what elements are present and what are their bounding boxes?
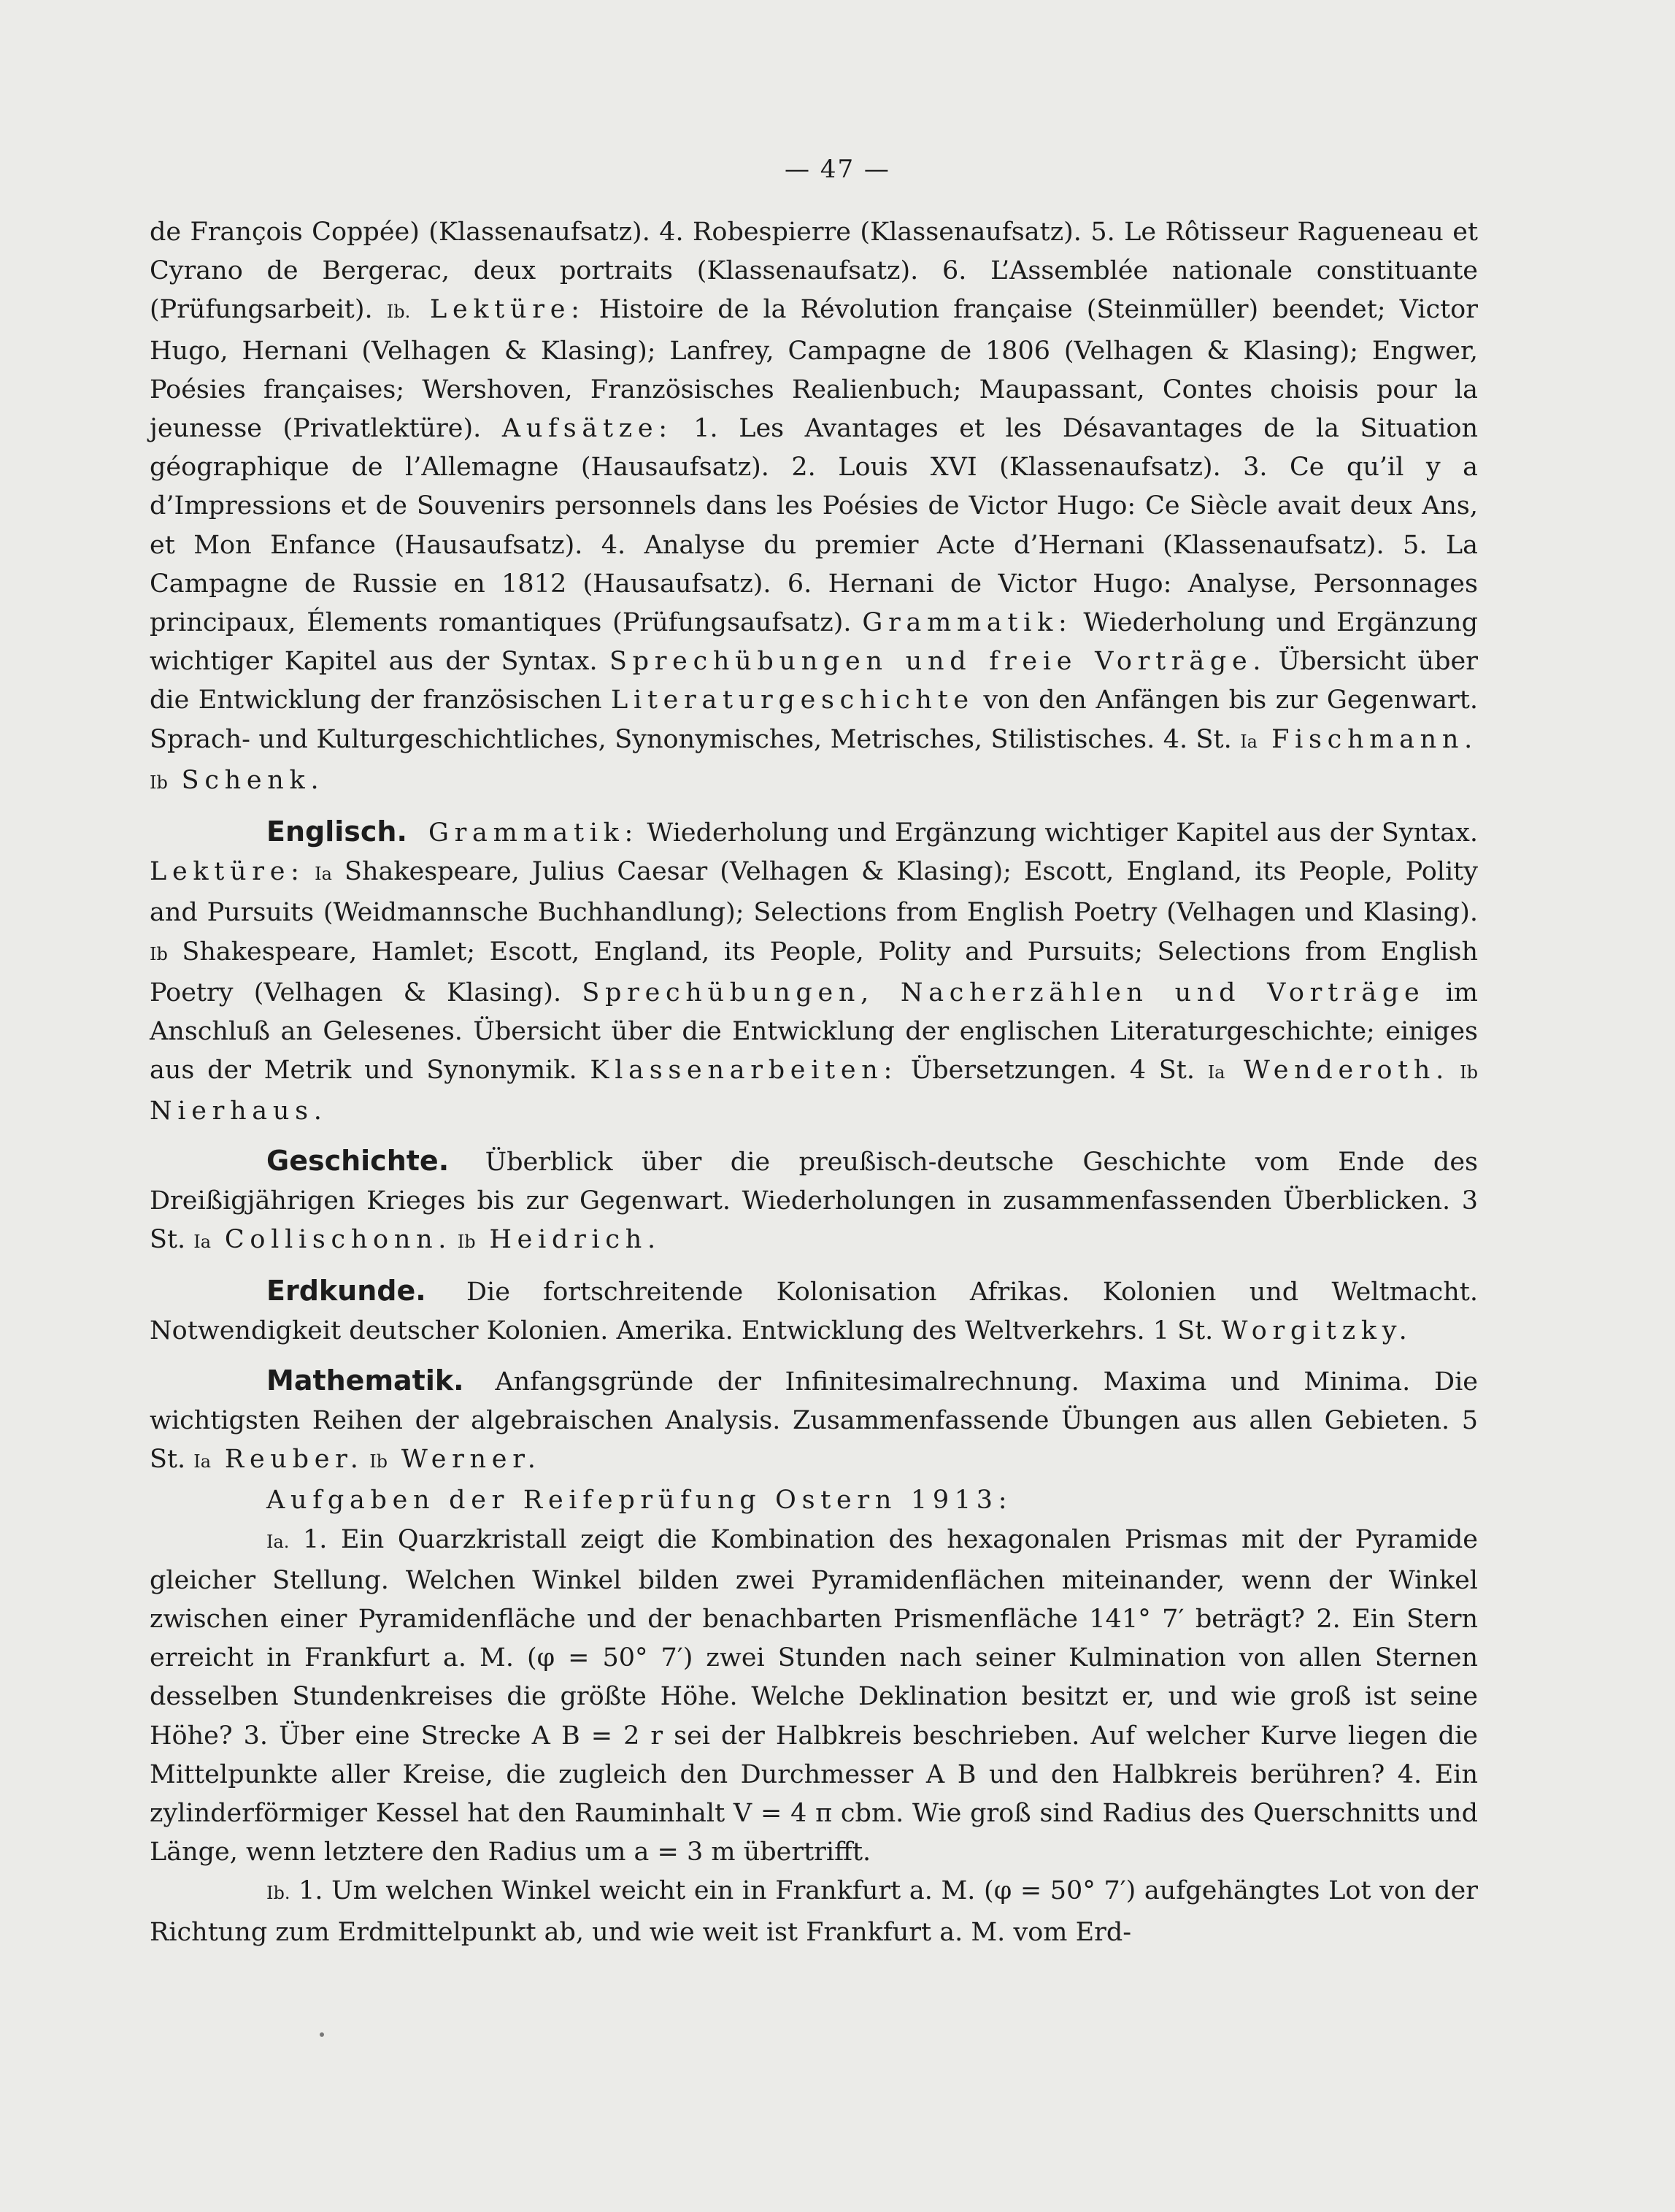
label-lektuere: Lektüre: xyxy=(410,295,585,325)
page-body xyxy=(150,213,1478,1952)
exam-ib-tasks xyxy=(150,1872,1478,1951)
french-text-6: von den Anfängen bis zur Gegenwart. Sprach- und Kulturgeschichtliches, Synonymisches, Metrisches, Stilistisches. 4. St. xyxy=(150,686,1478,754)
label-literaturgeschichte: Literaturgeschichte xyxy=(611,686,974,715)
math-section xyxy=(150,1362,1478,1482)
exam-ia-tasks xyxy=(150,1521,1478,1873)
section-heading-geschichte: Geschichte. xyxy=(266,1144,450,1177)
history-section xyxy=(150,1142,1478,1262)
french-section xyxy=(150,213,1478,802)
math-text: Anfangsgründe der Infinitesimalrechnung. Maxima und Minima. Die wichtigsten Reihen der algebraischen Analysis. Zusammenfassende Übungen aus allen Gebieten. 5 St. xyxy=(150,1367,1478,1475)
teacher-name: Reuber. xyxy=(211,1445,364,1475)
class-marker: Ia xyxy=(304,864,332,885)
teacher-name: Worgitzky. xyxy=(1221,1316,1413,1346)
teacher-name: Wenderoth. xyxy=(1225,1056,1449,1086)
label-aufsaetze: Aufsätze: xyxy=(501,414,673,444)
label-klassenarbeiten: Klassenarbeiten: xyxy=(590,1056,898,1086)
class-marker: Ia xyxy=(1207,1062,1225,1083)
class-marker: Ib xyxy=(363,1451,388,1472)
teacher-name: Schenk. xyxy=(167,765,325,795)
exam-ib-text: 1. Um welchen Winkel weicht ein in Frankfurt a. M. (φ = 50° 7′) aufgehängtes Lot von der Richtung zum Erdmittelpunkt ab, und wie weit ist Frankfurt a. M. vom Erd- xyxy=(150,1876,1478,1947)
geography-section xyxy=(150,1272,1478,1351)
section-heading-englisch: Englisch. xyxy=(266,815,407,848)
class-marker: Ib xyxy=(150,772,168,793)
exam-title-line xyxy=(150,1481,1478,1520)
class-marker: Ia xyxy=(193,1232,212,1253)
english-section xyxy=(150,813,1478,1132)
class-marker: Ia. xyxy=(266,1531,290,1552)
class-marker: Ia xyxy=(1240,731,1258,752)
geography-text: Die fortschreitende Kolonisation Afrikas. Kolonien und Weltmacht. Notwendigkeit deutscher Kolonien. Amerika. Entwicklung des Weltverkehrs. 1 St. xyxy=(150,1278,1478,1346)
english-text-1: Wiederholung und Ergänzung wichtiger Kapitel aus der Syntax. xyxy=(639,818,1478,848)
class-marker: Ib. xyxy=(266,1883,290,1904)
class-marker: Ib xyxy=(1449,1062,1478,1083)
history-text: Überblick über die preußisch-deutsche Geschichte vom Ende des Dreißigjährigen Krieges bis zur Gegenwart. Wiederholungen in zusammenfassenden Überblicken. 3 St. xyxy=(150,1147,1478,1255)
label-sprechuebungen: Sprechübungen und freie Vorträge. xyxy=(609,647,1267,677)
french-text-4: Wiederholung und Ergänzung wichtiger Kapitel aus der Syntax. xyxy=(150,608,1479,677)
exam-ia-text: 1. Ein Quarzkristall zeigt die Kombination des hexagonalen Prismas mit der Pyramide gleicher Stellung. Welchen Winkel bilden zwei Pyramidenflächen miteinander, wenn der Winkel zwischen einer Pyramidenfläche und der benachbarten Prismenfläche 141° 7′ beträgt? 2. Ein Stern erreicht in Frankfurt a. M. (φ = 50° 7′) zwei Stunden nach seiner Kulmination von allen Sternen desselben Stundenkreises die größte Höhe. Welche Deklination besitzt er, und wie groß ist seine Höhe? 3. Über eine Strecke A B = 2 r sei der Halbkreis beschrieben. Auf welcher Kurve liegen die Mittelpunkte aller Kreise, die zugleich den Durchmesser A B und den Halbkreis berühren? 4. Ein zylinderförmiger Kessel hat den Rauminhalt V = 4 π cbm. Wie groß sind Radius des Querschnitts und Länge, wenn letztere den Radius um a = 3 m übertrifft. xyxy=(150,1524,1478,1867)
teacher-name: Heidrich. xyxy=(475,1225,661,1255)
label-grammatik: Grammatik: xyxy=(862,608,1073,638)
class-marker: Ib. xyxy=(386,302,411,323)
class-marker: Ib xyxy=(150,943,168,964)
exam-title: Aufgaben der Reifeprüfung Ostern 1913: xyxy=(266,1486,1013,1516)
english-text-4: im Anschluß an Gelesenes. Übersicht über die Entwicklung der englischen Literaturgeschichte; einiges aus der Metrik und Synonymik. xyxy=(150,978,1478,1086)
french-text-5: Übersicht über die Entwicklung der französischen xyxy=(150,647,1479,715)
class-marker: Ia xyxy=(193,1451,212,1472)
french-text-2: Histoire de la Révolution française (Steinmüller) beendet; Victor Hugo, Hernani (Velhagen & Klasing); Lanfrey, Campagne de 1806 (Velhagen & Klasing); Engwer, Poésies françaises; Wershoven, Französisches Realienbuch; Maupassant, Contes choisis pour la jeunesse (Privatlektüre). xyxy=(150,295,1478,444)
teacher-name: Werner. xyxy=(388,1445,542,1475)
class-marker: Ib xyxy=(452,1232,476,1253)
label-grammatik: Grammatik: xyxy=(414,818,639,848)
english-text-3: Shakespeare, Hamlet; Escott, England, its People, Polity and Pursuits; Selections from English Poetry (Velhagen & Klasing). xyxy=(150,937,1478,1007)
teacher-name: Fischmann. xyxy=(1257,724,1478,754)
ink-speck xyxy=(320,2032,324,2037)
label-sprechuebungen: Sprechübungen, Nacherzählen und Vorträge xyxy=(582,978,1425,1007)
page-number: — 47 — xyxy=(785,155,890,184)
french-text-3: 1. Les Avantages et les Désavantages de la Situation géographique de l’Allemagne (Hausaufsatz). 2. Louis XVI (Klassenaufsatz). 3. Ce qu’il y a d’Impressions et de Souvenirs personnels dans les Poésies de Victor Hugo: Ce Siècle avait deux Ans, et Mon Enfance (Hausaufsatz). 4. Analyse du premier Acte d’Hernani (Klassenaufsatz). 5. La Campagne de Russie en 1812 (Hausaufsatz). 6. Hernani de Victor Hugo: Analyse, Personnages principaux, Élements romantiques (Prüfungsaufsatz). xyxy=(150,414,1479,638)
section-heading-erdkunde: Erdkunde. xyxy=(266,1275,426,1307)
english-text-5: Übersetzungen. 4 St. xyxy=(898,1056,1208,1086)
label-lektuere: Lektüre: xyxy=(150,857,305,887)
french-text-1: de François Coppée) (Klassenaufsatz). 4. Robespierre (Klassenaufsatz). 5. Le Rôtisseur Ragueneau et Cyrano de Bergerac, deux portraits (Klassenaufsatz). 6. L’Assemblée nationale constituante (Prüfungsarbeit). xyxy=(150,218,1478,325)
english-text-2: Shakespeare, Julius Caesar (Velhagen & Klasing); Escott, England, its People, Polity and Pursuits (Weidmannsche Buchhandlung); Selections from English Poetry (Velhagen und Klasing). xyxy=(150,857,1478,928)
section-heading-mathematik: Mathematik. xyxy=(266,1364,464,1397)
teacher-name: Collischonn. xyxy=(211,1225,453,1255)
teacher-name: Nierhaus. xyxy=(150,1097,328,1126)
